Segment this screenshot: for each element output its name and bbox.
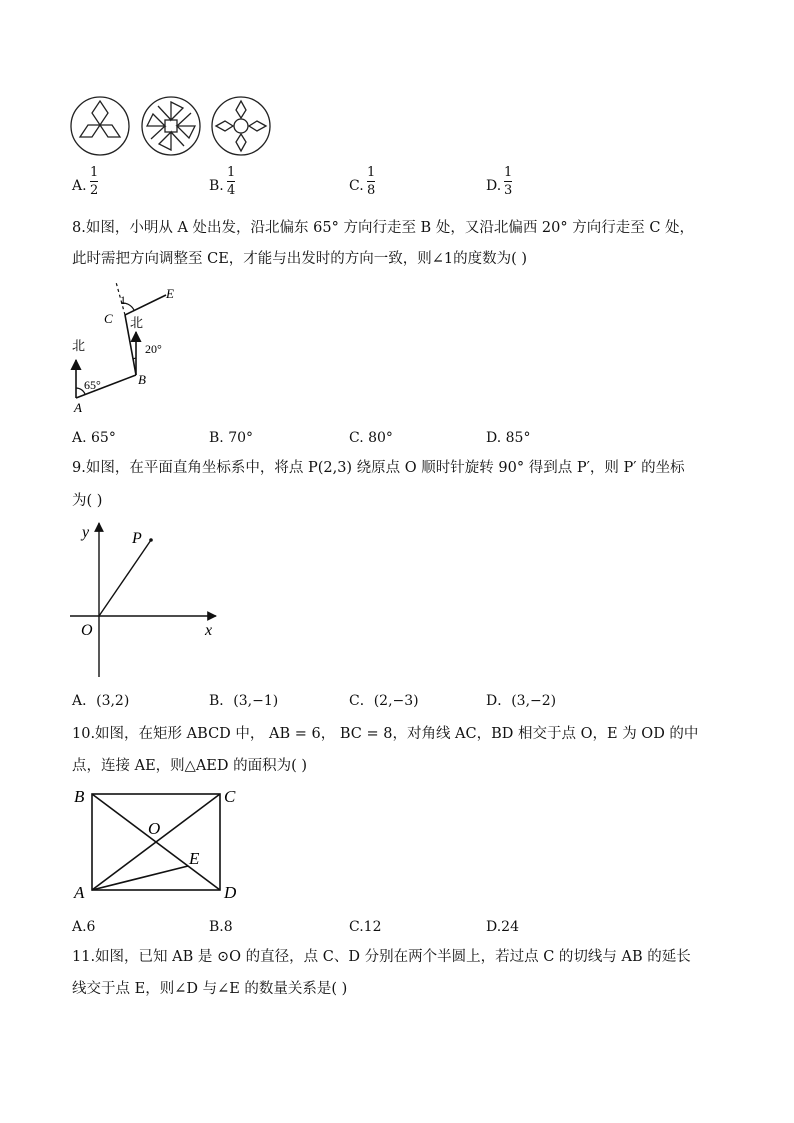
q10-option-d[interactable]: D.24: [486, 919, 519, 935]
option-letter: C.: [349, 178, 364, 194]
y-axis-label: y: [82, 524, 90, 541]
q8-option-c[interactable]: C. 80°: [349, 430, 393, 446]
point-c-label: C: [224, 787, 236, 806]
q10-line-2: 点，连接 AE，则△AED 的面积为( ): [72, 758, 308, 774]
q8-option-b[interactable]: B. 70°: [209, 430, 254, 446]
option-letter: D.: [486, 178, 502, 194]
q8-line-1: 8.如图，小明从 A 处出发，沿北偏东 65° 方向行走至 B 处，又沿北偏西 20° 方向行走至 C 处，: [72, 220, 695, 236]
path-ce: [125, 295, 166, 315]
q8-line-2: 此时需把方向调整至 CE，才能与出发时的方向一致，则∠1的度数为( ): [72, 251, 528, 267]
point-e-label: E: [189, 849, 200, 868]
q10-option-b[interactable]: B.8: [209, 919, 233, 935]
angle-1-label: 1: [120, 293, 126, 307]
point-a-label: A: [74, 883, 85, 902]
point-p: [149, 538, 153, 542]
q11-line-1: 11.如图，已知 AB 是 ⊙O 的直径，点 C、D 分别在两个半圆上，若过点 C 的切线与 AB 的延长: [72, 949, 691, 965]
point-c-label: C: [104, 311, 113, 326]
option-letter: B.: [209, 178, 224, 194]
q10-option-a[interactable]: A.6: [72, 919, 96, 935]
q8-option-d[interactable]: D. 85°: [486, 430, 531, 446]
q9-figure: [64, 515, 234, 685]
q7-figure-3: [212, 97, 270, 155]
point-d-label: D: [224, 883, 237, 902]
angle-65-label: 65°: [84, 378, 101, 392]
north-label-b: 北: [130, 315, 144, 330]
q9-option-a[interactable]: A．(3,2): [72, 693, 130, 709]
origin-label: O: [81, 622, 93, 639]
q7-figure-2: [142, 97, 200, 155]
q7-figure-1: [71, 97, 129, 155]
q8-figure: [60, 280, 200, 420]
q10-line-1: 10.如图，在矩形 ABCD 中， AB = 6， BC = 8，对角线 AC，BD 相交于点 O，E 为 OD 的中: [72, 726, 699, 742]
q10-figure: [66, 782, 256, 904]
fraction: 1 3: [504, 165, 513, 198]
point-p-label: P: [132, 530, 142, 547]
q9-line-1: 9.如图，在平面直角坐标系中，将点 P(2,3) 绕原点 O 顺时针旋转 90° 得到点 P′，则 P′ 的坐标: [72, 460, 685, 476]
point-a-label: A: [74, 400, 82, 415]
q9-option-d[interactable]: D．(3,−2): [486, 693, 557, 709]
x-axis-label: x: [205, 622, 213, 639]
angle-20-label: 20°: [145, 342, 162, 356]
segment-op: [99, 540, 151, 616]
q10-option-c[interactable]: C.12: [349, 919, 382, 935]
q11-line-2: 线交于点 E，则∠D 与∠E 的数量关系是( ): [72, 981, 348, 997]
q8-option-a[interactable]: A. 65°: [72, 430, 116, 446]
segment-ae: [92, 866, 188, 890]
q9-line-2: 为( ): [72, 493, 103, 509]
q7-figures: [66, 92, 276, 162]
point-b-label: B: [138, 372, 146, 387]
point-b-label: B: [74, 787, 85, 806]
fraction: 1 4: [227, 165, 236, 198]
q9-option-b[interactable]: B．(3,−1): [209, 693, 279, 709]
point-e-label: E: [166, 286, 174, 301]
north-label-a: 北: [72, 338, 86, 353]
fraction: 1 2: [90, 165, 99, 198]
option-letter: A.: [72, 178, 87, 194]
q9-option-c[interactable]: C．(2,−3): [349, 693, 419, 709]
point-o-label: O: [148, 819, 161, 838]
fraction: 1 8: [367, 165, 376, 198]
